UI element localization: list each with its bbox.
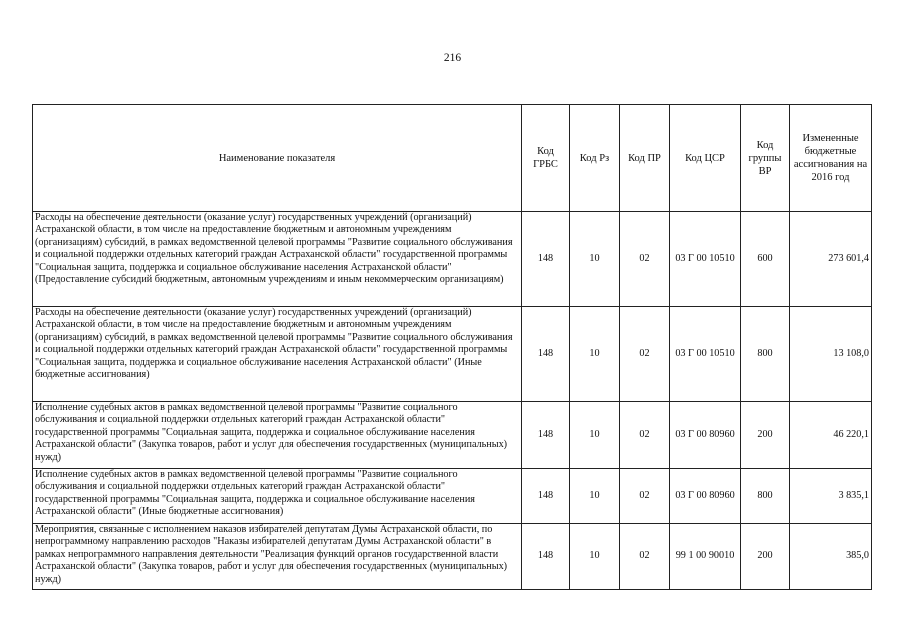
header-pr: Код ПР xyxy=(620,105,670,212)
row-vr: 200 xyxy=(741,524,790,590)
row-amount: 385,0 xyxy=(790,524,872,590)
row-vr: 800 xyxy=(741,469,790,524)
row-pr: 02 xyxy=(620,402,670,469)
row-rz: 10 xyxy=(570,212,620,307)
row-csr: 03 Г 00 10510 xyxy=(670,212,741,307)
header-vr: Код группы ВР xyxy=(741,105,790,212)
row-pr: 02 xyxy=(620,469,670,524)
row-grbs: 148 xyxy=(522,469,570,524)
row-rz: 10 xyxy=(570,469,620,524)
table-row xyxy=(33,307,872,402)
row-name: Исполнение судебных актов в рамках ведомственной целевой программы "Развитие социального обслуживания и социальной поддержки отдельных категорий граждан Астраханской области" государственной программы "Социальная защита, поддержка и социальное обслуживание населения Астраханской области" (Закупка товаров, работ и услуг для обеспечения государственных (муниципальных) нужд) xyxy=(33,402,522,469)
table-header-row xyxy=(33,105,872,212)
row-grbs: 148 xyxy=(522,307,570,402)
row-name: Исполнение судебных актов в рамках ведомственной целевой программы "Развитие социального обслуживания и социальной поддержки отдельных категорий граждан Астраханской области" государственной программы "Социальная защита, поддержка и социальное обслуживание населения Астраханской области" (Иные бюджетные ассигнования) xyxy=(33,469,522,524)
row-amount: 46 220,1 xyxy=(790,402,872,469)
table-row xyxy=(33,469,872,524)
row-grbs: 148 xyxy=(522,212,570,307)
row-vr: 800 xyxy=(741,307,790,402)
row-name: Мероприятия, связанные с исполнением наказов избирателей депутатам Думы Астраханской области, по непрограммному направлению расходов "Наказы избирателей депутатам Думы Астраханской области" в рамках непрограммного направления деятельности "Реализация функций органов государственной власти Астраханской области" (Закупка товаров, работ и услуг для обеспечения государственных (муниципальных) нужд) xyxy=(33,524,522,590)
table-row xyxy=(33,212,872,307)
row-rz: 10 xyxy=(570,307,620,402)
header-grbs: Код ГРБС xyxy=(522,105,570,212)
row-amount: 273 601,4 xyxy=(790,212,872,307)
row-amount: 13 108,0 xyxy=(790,307,872,402)
budget-table xyxy=(32,104,872,590)
row-name: Расходы на обеспечение деятельности (оказание услуг) государственных учреждений (организаций) Астраханской области, в том числе на предоставление бюджетным и автономным учреждениям (организациям) субсидий, в рамках ведомственной целевой программы "Развитие социального обслуживания и социальной поддержки отдельных категорий граждан Астраханской области" государственной программы "Социальная защита, поддержка и социальное обслуживание населения Астраханской области" (Иные бюджетные ассигнования) xyxy=(33,307,522,402)
header-csr: Код ЦСР xyxy=(670,105,741,212)
table-row xyxy=(33,402,872,469)
row-csr: 03 Г 00 80960 xyxy=(670,402,741,469)
row-rz: 10 xyxy=(570,402,620,469)
header-amount: Измененные бюджетные ассигнования на 2016 год xyxy=(790,105,872,212)
row-grbs: 148 xyxy=(522,524,570,590)
row-rz: 10 xyxy=(570,524,620,590)
row-csr: 03 Г 00 80960 xyxy=(670,469,741,524)
row-csr: 03 Г 00 10510 xyxy=(670,307,741,402)
row-amount: 3 835,1 xyxy=(790,469,872,524)
header-rz: Код Рз xyxy=(570,105,620,212)
header-name: Наименование показателя xyxy=(33,105,522,212)
row-vr: 600 xyxy=(741,212,790,307)
row-grbs: 148 xyxy=(522,402,570,469)
row-pr: 02 xyxy=(620,307,670,402)
row-csr: 99 1 00 90010 xyxy=(670,524,741,590)
row-pr: 02 xyxy=(620,212,670,307)
page-number: 216 xyxy=(443,52,462,64)
row-vr: 200 xyxy=(741,402,790,469)
row-pr: 02 xyxy=(620,524,670,590)
table-row xyxy=(33,524,872,590)
row-name: Расходы на обеспечение деятельности (оказание услуг) государственных учреждений (организаций) Астраханской области, в том числе на предоставление бюджетным и автономным учреждениям (организациям) субсидий, в рамках ведомственной целевой программы "Развитие социального обслуживания и социальной поддержки отдельных категорий граждан Астраханской области" государственной программы "Социальная защита, поддержка и социальное обслуживание населения Астраханской области" (Предоставление субсидий бюджетным, автономным учреждениям и иным некоммерческим организациям) xyxy=(33,212,522,307)
